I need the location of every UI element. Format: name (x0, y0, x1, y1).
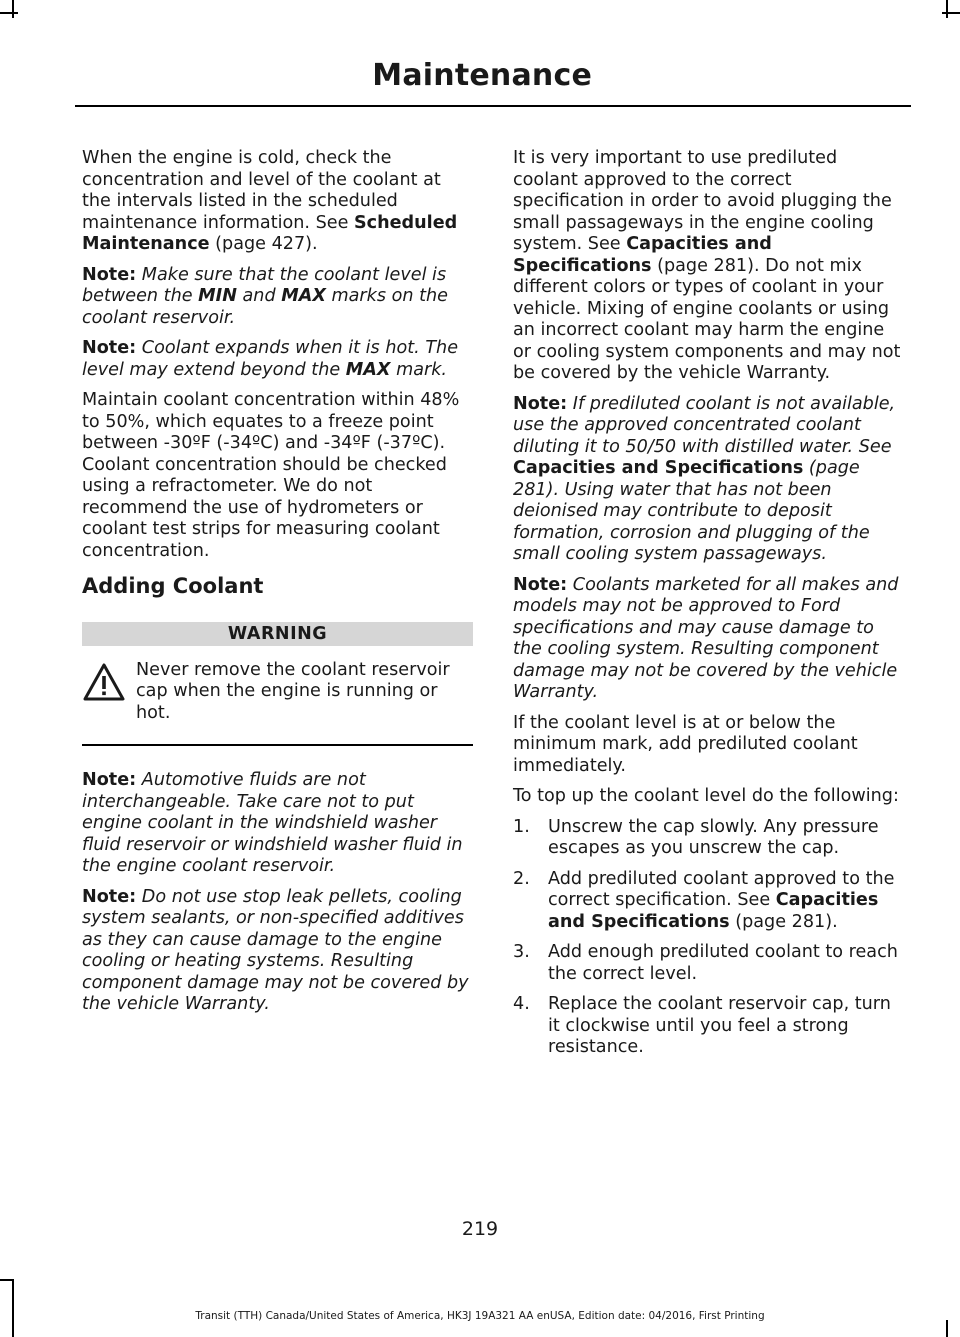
section-heading-adding-coolant: Adding Coolant (82, 574, 264, 598)
footer-edition-info: Transit (TTH) Canada/United States of America, HK3J 19A321 AA enUSA, Edition date: 04/2016, First Printing (195, 1310, 765, 1322)
list-item: 4. Replace the coolant reservoir cap, turn it clockwise until you feel a strong resistance. (513, 994, 891, 1057)
note-stop-leak: Note: Do not use stop leak pellets, cooling system sealants, or non-specified additives as they can cause damage to the engine cooling or heating systems. Resulting component damage may not be covered by the vehicle Warranty. (82, 886, 469, 1014)
crop-mark-bottom-right-vertical (946, 1320, 948, 1337)
crop-mark-top-left-vertical (12, 0, 14, 18)
note-coolant-level: Note: Make sure that the coolant level is between the MIN and MAX marks on the coolant reservoir. (82, 264, 448, 328)
note-concentrated-coolant: Note: If prediluted coolant is not available, use the approved concentrated coolant diluting it to 50/50 with distilled water. See Capacities and Specifications (page 281). Using water that has not been deionised may contribute to deposit formation, corrosion and plugging of the small cooling system passageways. (513, 393, 896, 564)
list-item: 2. Add prediluted coolant approved to the correct specification. See Capacities and Specifications (page 281). (513, 868, 895, 932)
capacities-link-2[interactable]: Capacities and Specifications (513, 458, 804, 478)
list-item: 3. Add enough prediluted coolant to reach the correct level. (513, 942, 898, 984)
warning-box (82, 660, 473, 747)
crop-mark-bottom-left-horizontal (0, 1279, 14, 1281)
page-number: 219 (461, 1218, 499, 1240)
concentration-paragraph: Maintain coolant concentration within 48% to 50%, which equates to a freeze point between -30ºF (-34ºC) and -34ºF (-37ºC). Coolant concentration should be checked using a refractometer. We do not recommend the use of hydrometers or coolant test strips for measuring coolant concentration. (82, 390, 460, 561)
right-column (513, 148, 906, 1068)
crop-mark-top-left-horizontal (0, 12, 18, 14)
intro-paragraph: When the engine is cold, check the concentration and level of the coolant at the intervals listed in the scheduled maintenance information. See Scheduled Maintenance (page 427). (82, 148, 458, 254)
crop-mark-top-right-vertical (946, 0, 948, 18)
warning-triangle-icon (82, 660, 136, 709)
capacities-link-3[interactable]: Capacities and Specifications (548, 890, 879, 932)
top-up-steps (513, 817, 906, 1059)
top-up-intro: To top up the coolant level do the following: (513, 786, 899, 806)
header-divider (75, 105, 911, 107)
page-title: Maintenance (372, 58, 592, 93)
prediluted-paragraph: It is very important to use prediluted coolant approved to the correct specification in order to avoid plugging the small passageways in the engine cooling system. See Capacities and Specifications (page 281). Do not mix different colors or types of coolant in your vehicle. Mixing of engine coolants or using an incorrect coolant may harm the engine or cooling system components and may not be covered by the vehicle Warranty. (513, 148, 901, 383)
list-item: 1. Unscrew the cap slowly. Any pressure escapes as you unscrew the cap. (513, 816, 879, 858)
capacities-link-1[interactable]: Capacities and Specifications (513, 234, 772, 276)
note-coolant-expands: Note: Coolant expands when it is hot. The level may extend beyond the MAX mark. (82, 338, 459, 380)
left-column (82, 148, 473, 1025)
warning-header: WARNING (82, 622, 473, 646)
crop-mark-top-right-horizontal (942, 12, 960, 14)
level-paragraph: If the coolant level is at or below the minimum mark, add prediluted coolant immediately. (513, 712, 858, 776)
note-coolants-marketed: Note: Coolants marketed for all makes and models may not be approved to Ford specifications and may cause damage to the cooling system. Resulting component damage may not be covered by the vehicle Warranty. (513, 574, 899, 702)
warning-text: Never remove the coolant reservoir cap when the engine is running or hot. (136, 659, 450, 723)
scheduled-maintenance-link[interactable]: Scheduled Maintenance (82, 212, 458, 254)
note-fluids-not-interchangeable: Note: Automotive fluids are not interchangeable. Take care not to put engine coolant in the windshield washer fluid reservoir or windshield washer fluid in the engine coolant reservoir. (82, 770, 463, 876)
crop-mark-bottom-left-vertical (12, 1279, 14, 1337)
